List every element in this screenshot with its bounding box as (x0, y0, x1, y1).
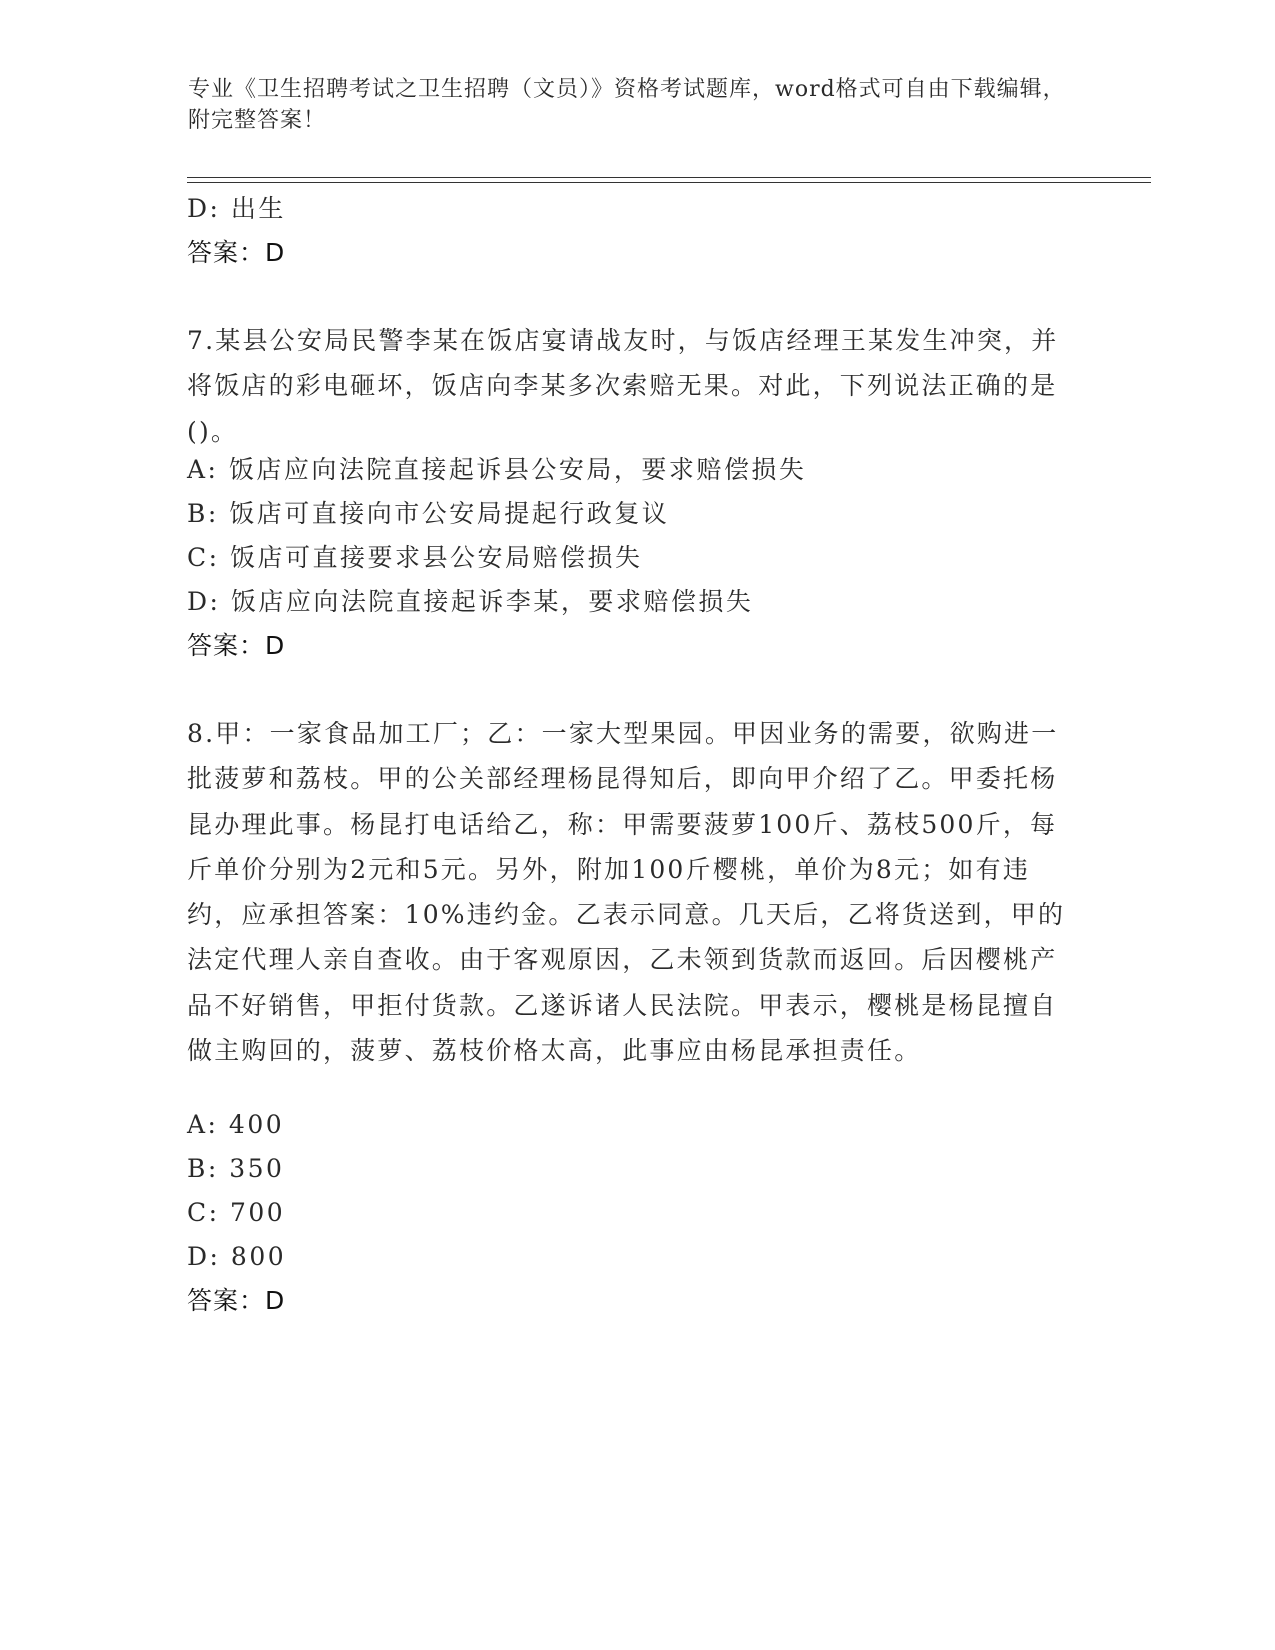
question-8-option-b: B: 350 (187, 1154, 285, 1183)
question-8-answer: 答案：D (187, 1286, 286, 1315)
question-7-option-c: C: 饭店可直接要求县公安局赔偿损失 (187, 543, 643, 572)
question-8-option-c: C: 700 (187, 1198, 286, 1227)
question-7-option-a: A: 饭店应向法院直接起诉县公安局，要求赔偿损失 (187, 455, 807, 484)
question-7-answer: 答案：D (187, 631, 286, 660)
question-8-option-a: A: 400 (187, 1110, 285, 1139)
question-8-text: 8.甲：一家食品加工厂；乙：一家大型果园。甲因业务的需要，欲购进一批菠萝和荔枝。甲的公关部经理杨昆得知后，即向甲介绍了乙。甲委托杨昆办理此事。杨昆打电话给乙，称：甲需要菠萝100斤、荔枝500斤，每斤单价分别为2元和5元。另外，附加100斤樱桃，单价为8元；如有违约，应承担答案：10%违约金。乙表示同意。几天后，乙将货送到，甲的法定代理人亲自查收。由于客观原因，乙未领到货款而返回。后因樱桃产品不好销售，甲拒付货款。乙遂诉诸人民法院。甲表示，樱桃是杨昆擅自做主购回的，菠萝、荔枝价格太高，此事应由杨昆承担责任。 (187, 719, 1066, 1066)
header-divider-bottom (187, 182, 1151, 183)
question-8-option-d: D: 800 (187, 1242, 287, 1271)
question-7-option-d: D: 饭店应向法院直接起诉李某，要求赔偿损失 (187, 587, 754, 616)
document-header: 专业《卫生招聘考试之卫生招聘（文员）》资格考试题库，word格式可自由下载编辑，附完整答案！ (188, 77, 1066, 133)
prev-answer: 答案：D (187, 238, 286, 267)
question-7-option-b: B: 饭店可直接向市公安局提起行政复议 (187, 499, 670, 528)
prev-option-d: D: 出生 (187, 194, 286, 223)
header-divider-top (187, 177, 1151, 178)
question-7-text: 7.某县公安局民警李某在饭店宴请战友时，与饭店经理王某发生冲突，并将饭店的彩电砸坏，饭店向李某多次索赔无果。对此，下列说法正确的是()。 (187, 326, 1059, 446)
